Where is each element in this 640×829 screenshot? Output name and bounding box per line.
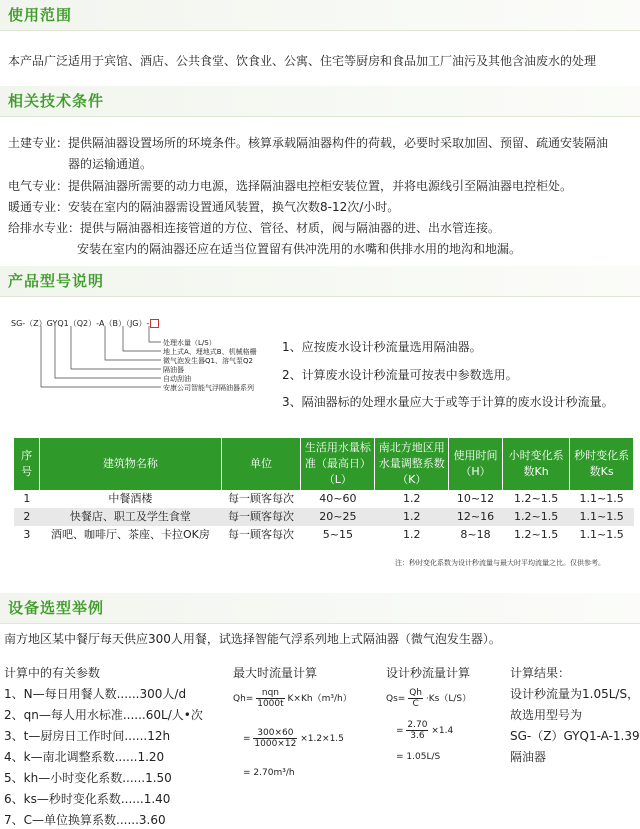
table-header-cell: 小时变化系数Kh: [502, 438, 569, 490]
param-item: 1、N—每日用餐人数......300人/d: [4, 687, 187, 701]
table-header-cell: 单位: [221, 438, 301, 490]
model-label: 微气泡发生器Q1、溶气泵Q2: [163, 357, 253, 365]
table-cell: 1.2: [402, 492, 421, 505]
table-cell: 1.2~1.5: [514, 528, 559, 541]
table-cell: 1.1~1.5: [579, 492, 624, 505]
maxflow-step: = $\frac{300\times 60}{1000\times 12}$ ×1.2×1.5: [243, 728, 344, 749]
model-note: 1、应按废水设计秒流量选用隔油器。: [282, 340, 482, 354]
table-cell: 3: [23, 528, 31, 541]
table-cell: 2: [14, 508, 40, 526]
table-cell: 1.2: [375, 508, 449, 526]
model-note: 3、隔油器标的处理水量应大于或等于计算的废水设计秒流量。: [282, 395, 614, 409]
table-cell: 中餐酒楼: [108, 492, 153, 505]
table-footnote: 注：秒时变化系数为设计秒流量与最大时平均流量之比。仅供参考。: [395, 559, 605, 567]
table-header-cell: 序号: [14, 438, 40, 490]
table-row: [14, 508, 634, 526]
section-title: 产品型号说明: [8, 272, 105, 290]
result-title: 计算结果：: [510, 666, 571, 680]
result-line: 隔油器: [510, 750, 547, 764]
table-cell: 1.1~1.5: [570, 508, 634, 526]
maxflow-title: 最大时流量计算: [233, 666, 318, 680]
param-item: 7、C—单位换算系数......3.60: [4, 813, 166, 827]
table-cell: 快餐店、职工及学生食堂: [40, 508, 222, 526]
table-header-row: [14, 438, 634, 490]
table-cell: 1: [23, 492, 31, 505]
param-item: 3、t—厨房日工作时间......12h: [4, 729, 171, 743]
designflow-title: 设计秒流量计算: [386, 666, 471, 680]
table-cell: 酒吧、咖啡厅、茶座、卡拉OK房: [50, 528, 210, 541]
section-title: 使用范围: [8, 6, 73, 24]
model-code-diagram: [11, 318, 281, 418]
param-item: 6、ks—秒时变化系数......1.40: [4, 792, 171, 806]
table-cell: 40~60: [319, 492, 357, 505]
model-code: SG-（Z）GYQ1（Q2）-A（B）（JG）-: [11, 318, 159, 329]
section-header-model: [0, 266, 640, 297]
table-header-cell: 建筑物名称: [40, 438, 222, 490]
tech-item: 土建专业：提供隔油器设置场所的环境条件。核算承载隔油器构件的荷载，必要时采取加固、预留、疏通安装隔油: [8, 136, 609, 150]
example-intro: 南方地区某中餐厅每天供应300人用餐，试选择智能气浮系列地上式隔油器（微气泡发生器）。: [4, 632, 501, 646]
parameter-table: [14, 438, 634, 544]
maxflow-formula: Qh= $\frac{\text{nqn}}{1000t}$ K×Kh（m³/h）: [233, 688, 352, 709]
table-header-cell: 使用时间（H）: [449, 438, 503, 490]
tech-item: 给排水专业：提供与隔油器相连接管道的方位、管径、材质，阀与隔油器的进、出水管连接。: [8, 221, 501, 235]
tech-item: 安装在室内的隔油器还应在适当位置留有供冲洗用的水嘴和供排水用的地沟和地漏。: [77, 242, 522, 256]
tech-item: 器的运输通道。: [68, 157, 153, 171]
section-header-example: [0, 593, 640, 624]
result-line: SG-（Z）GYQ1-A-1.39: [510, 729, 640, 743]
table-header-cell: 生活用水量标准（最高日）（L）: [301, 438, 375, 490]
result-line: 设计秒流量为1.05L/S，: [510, 687, 640, 701]
table-cell: 1.2~1.5: [514, 492, 559, 505]
model-label: 自动刮油: [163, 375, 191, 383]
tech-item: 暖通专业：安装在室内的隔油器需设置通风装置，换气次数8-12次/小时。: [8, 200, 400, 214]
table-cell: 每一顾客每次: [228, 492, 294, 505]
model-leader-lines: [11, 318, 281, 418]
params-title: 计算中的有关参数: [4, 666, 101, 680]
model-label: 安康公司智能气浮隔油器系列: [163, 384, 254, 392]
table-header-cell: 秒时变化系数Ks: [570, 438, 634, 490]
table-row: [14, 490, 634, 508]
maxflow-result: = 2.70m³/h: [243, 768, 295, 778]
param-item: 2、qn—每人用水标准......60L/人•次: [4, 708, 203, 722]
tech-item: 电气专业：提供隔油器所需要的动力电源，选择隔油器电控柜安装位置，并将电源线引至隔油器电控柜处。: [8, 179, 573, 193]
section-title: 相关技术条件: [8, 92, 105, 110]
section-title: 设备选型举例: [8, 599, 105, 617]
table-cell: 8~18: [460, 528, 491, 541]
table-cell: 每一顾客每次: [228, 528, 294, 541]
table-row: [14, 526, 634, 544]
model-label: 隔油器: [163, 366, 184, 374]
section-header-tech: [0, 86, 640, 117]
table-cell: 5~15: [322, 528, 353, 541]
param-item: 5、kh—小时变化系数......1.50: [4, 771, 172, 785]
result-line: 故选用型号为: [510, 708, 583, 722]
table-cell: 20~25: [301, 508, 375, 526]
model-note: 2、计算废水设计秒流量可按表中参数选用。: [282, 368, 518, 382]
designflow-result: = 1.05L/S: [396, 752, 441, 762]
table-cell: 每一顾客每次: [221, 508, 301, 526]
usage-text: 本产品广泛适用于宾馆、酒店、公共食堂、饮食业、公寓、住宅等厨房和食品加工厂油污及其他含油废水的处理: [8, 54, 597, 68]
designflow-step: = $\frac{2.70}{3.6}$ ×1.4: [396, 720, 454, 741]
table-cell: 1.1~1.5: [579, 528, 624, 541]
model-label: 处理水量（L/S）: [163, 339, 216, 347]
table-cell: 1.2: [402, 528, 421, 541]
param-item: 4、k—南北调整系数......1.20: [4, 750, 165, 764]
designflow-formula: Qs= $\frac{Qh}{C}$ ·Ks（L/S）: [386, 688, 472, 709]
model-label: 地上式A、埋地式B、机械格栅: [163, 348, 257, 356]
table-cell: 1.2~1.5: [502, 508, 569, 526]
table-cell: 12~16: [449, 508, 503, 526]
table-header-cell: 南北方地区用水量调整系数（K）: [375, 438, 449, 490]
table-cell: 10~12: [456, 492, 495, 505]
section-header-usage: [0, 0, 640, 31]
